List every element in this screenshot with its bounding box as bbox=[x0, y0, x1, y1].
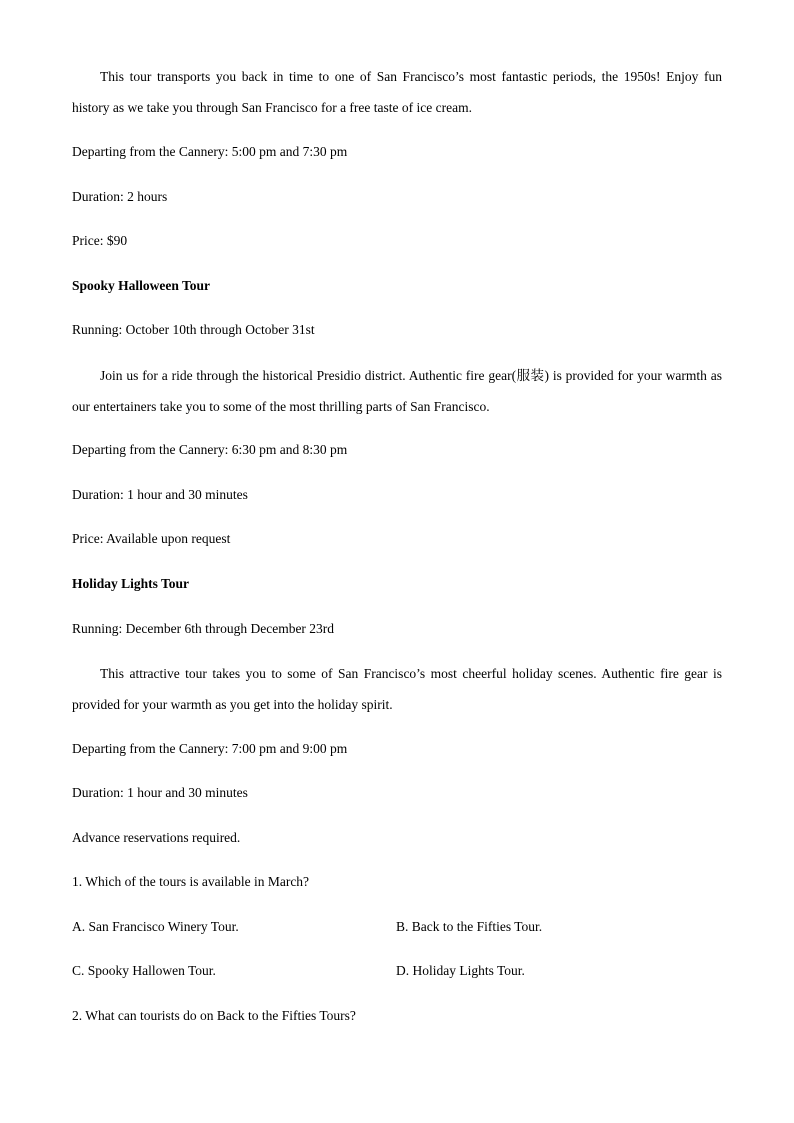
holiday-tour-running: Running: December 6th through December 23rd bbox=[72, 621, 335, 636]
halloween-tour-price: Price: Available upon request bbox=[72, 531, 231, 546]
halloween-tour-title: Spooky Halloween Tour bbox=[72, 278, 211, 293]
holiday-tour-title: Holiday Lights Tour bbox=[72, 576, 190, 591]
holiday-tour-reservations: Advance reservations required. bbox=[72, 830, 241, 845]
question-1-option-c: C. Spooky Hallowen Tour. bbox=[72, 963, 216, 978]
halloween-tour-description: Join us for a ride through the historical Presidio district. Authentic fire gear(服装) is provided for your warmth as our entertainers take you to some of the most thrilling parts of San Francisco. bbox=[72, 368, 722, 414]
holiday-tour-departing: Departing from the Cannery: 7:00 pm and 9:00 pm bbox=[72, 741, 348, 756]
fifties-tour-duration: Duration: 2 hours bbox=[72, 189, 168, 204]
fifties-tour-price: Price: $90 bbox=[72, 233, 128, 248]
fifties-tour-departing: Departing from the Cannery: 5:00 pm and 7:30 pm bbox=[72, 144, 348, 159]
halloween-tour-duration: Duration: 1 hour and 30 minutes bbox=[72, 487, 248, 502]
holiday-tour-description: This attractive tour takes you to some of San Francisco’s most cheerful holiday scenes. Authentic fire gear is provided for your warmth as you get into the holiday spirit. bbox=[72, 666, 722, 712]
question-1-option-d: D. Holiday Lights Tour. bbox=[396, 963, 525, 978]
halloween-tour-departing: Departing from the Cannery: 6:30 pm and 8:30 pm bbox=[72, 442, 348, 457]
fifties-tour-description: This tour transports you back in time to one of San Francisco’s most fantastic periods, the 1950s! Enjoy fun history as we take you through San Francisco for a free taste of ice cream. bbox=[72, 69, 722, 115]
question-1-stem: 1. Which of the tours is available in March? bbox=[72, 874, 310, 889]
question-1-option-a: A. San Francisco Winery Tour. bbox=[72, 919, 239, 934]
question-1-option-b: B. Back to the Fifties Tour. bbox=[396, 919, 543, 934]
question-2-stem: 2. What can tourists do on Back to the Fifties Tours? bbox=[72, 1008, 356, 1023]
holiday-tour-duration: Duration: 1 hour and 30 minutes bbox=[72, 785, 248, 800]
halloween-tour-running: Running: October 10th through October 31st bbox=[72, 322, 315, 337]
